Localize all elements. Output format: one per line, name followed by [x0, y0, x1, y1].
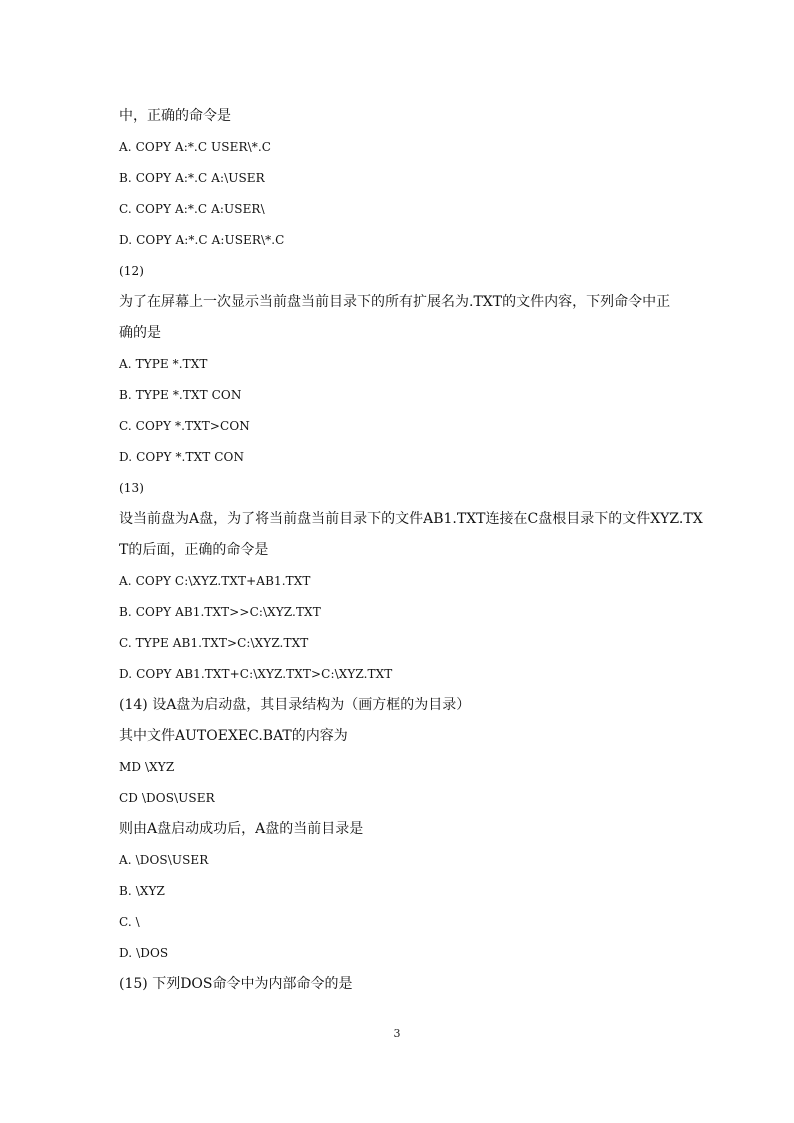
question-text-line: 中，正确的命令是 — [119, 108, 231, 124]
answer-option-d: D. COPY A:*.C A:USER\*.C — [119, 233, 285, 247]
answer-option-b: B. TYPE *.TXT CON — [119, 388, 242, 402]
page-number: 3 — [393, 1027, 401, 1040]
page-content — [119, 101, 703, 1000]
question-text-line: (15) 下列DOS命令中为内部命令的是 — [119, 976, 353, 992]
question-text-line: 为了在屏幕上一次显示当前盘当前目录下的所有扩展名为.TXT的文件内容，下列命令中正 — [119, 294, 671, 310]
answer-option-b: B. COPY A:*.C A:\USER — [119, 171, 265, 185]
answer-option-d: D. COPY AB1.TXT+C:\XYZ.TXT>C:\XYZ.TXT — [119, 667, 393, 681]
answer-option-c: C. COPY A:*.C A:USER\ — [119, 202, 265, 216]
question-number: (13) — [119, 481, 145, 495]
question-text-line: 其中文件AUTOEXEC.BAT的内容为 — [119, 728, 348, 744]
answer-option-a: A. COPY C:\XYZ.TXT+AB1.TXT — [119, 574, 311, 588]
question-text-line: T的后面，正确的命令是 — [119, 542, 269, 558]
answer-option-b: B. \XYZ — [119, 884, 165, 898]
answer-option-a: A. COPY A:*.C USER\*.C — [119, 140, 272, 154]
question-text-line: (14) 设A盘为启动盘，其目录结构为（画方框的为目录） — [119, 697, 471, 713]
question-text-line: 则由A盘启动成功后，A盘的当前目录是 — [119, 821, 364, 837]
answer-option-c: C. \ — [119, 915, 140, 929]
command-line: CD \DOS\USER — [119, 791, 215, 805]
answer-option-d: D. COPY *.TXT CON — [119, 450, 245, 464]
answer-option-a: A. \DOS\USER — [119, 853, 209, 867]
answer-option-a: A. TYPE *.TXT — [119, 357, 208, 371]
question-number: (12) — [119, 264, 145, 278]
answer-option-b: B. COPY AB1.TXT>>C:\XYZ.TXT — [119, 605, 321, 619]
answer-option-d: D. \DOS — [119, 946, 169, 960]
question-text-line: 确的是 — [119, 325, 161, 341]
command-line: MD \XYZ — [119, 760, 175, 774]
answer-option-c: C. TYPE AB1.TXT>C:\XYZ.TXT — [119, 636, 309, 650]
answer-option-c: C. COPY *.TXT>CON — [119, 419, 250, 433]
question-text-line: 设当前盘为A盘，为了将当前盘当前目录下的文件AB1.TXT连接在C盘根目录下的文件XYZ.TX — [119, 511, 703, 527]
